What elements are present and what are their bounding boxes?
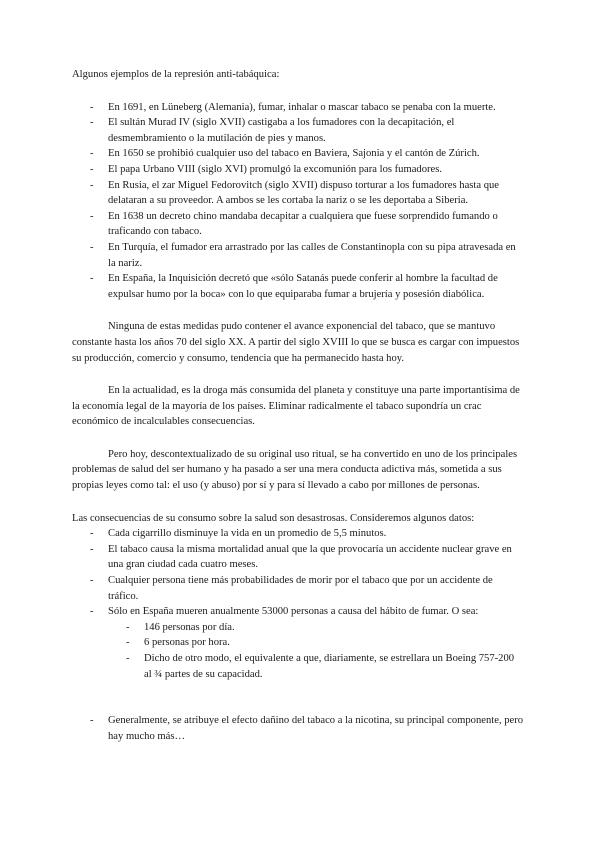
sublist-item: - Dicho de otro modo, el equivalente a que, diariamente, se estrellara un Boeing 757-200 al ¾ partes de su capacidad. [108, 651, 524, 682]
list-item: - En 1638 un decreto chino mandaba decapitar a cualquiera que fuese sorprendido fumando o traficando con tabaco. [72, 209, 524, 240]
spacer [72, 302, 524, 319]
list-item: - En 1691, en Lüneberg (Alemania), fumar, inhalar o mascar tabaco se penaba con la muerte. [72, 100, 524, 116]
consequences-intro: Las consecuencias de su consumo sobre la salud son desastrosas. Consideremos algunos datos: [72, 512, 475, 524]
sublist-item: - 146 personas por día. [108, 620, 524, 636]
spacer [72, 366, 524, 383]
final-list [72, 713, 524, 744]
paragraph: En la actualidad, es la droga más consumida del planeta y constituye una parte importantísima de la economía legal de la mayoría de los países. Eliminar radicalmente el tabaco supondría un crac económico de incalculables consecuencias. [72, 385, 520, 428]
list-item: - En Rusia, el zar Miguel Fedorovitch (siglo XVII) dispuso torturar a los fumadores hasta que delataran a su proveedor. A ambos se les cortaba la nariz o se les deportaba a Siberia. [72, 178, 524, 209]
document-body [72, 67, 524, 744]
paragraph: Pero hoy, descontextualizado de su original uso ritual, se ha convertido en uno de los principales problemas de salud del ser humano y ha pasado a ser una mera conducta adictiva más, sometida a sus propias leyes como tal: el uso (y abuso) por sí y para sí llevado a cabo por millones de personas. [72, 448, 518, 492]
list-item: - El sultán Murad IV (siglo XVII) castigaba a los fumadores con la decapitación, el desmembramiento o la mutilación de pies y manos. [72, 115, 524, 146]
list-item: - En 1650 se prohibió cualquier uso del tabaco en Baviera, Sajonia y el cantón de Zúrich. [72, 146, 524, 162]
paragraph: Ninguna de estas medidas pudo contener el avance exponencial del tabaco, que se mantuvo constante hasta los años 70 del siglo XX. A partir del siglo XVIII lo que se busca es cargar con impuestos su producción, comercio y consumo, tendencia que ha permanecido hasta hoy. [72, 321, 520, 364]
list-item: - En España, la Inquisición decretó que «sólo Satanás puede conferir al hombre la facultad de expulsar humo por la boca» con lo que equiparaba fumar a brujería y posesión diabólica. [72, 271, 524, 302]
list-item-text: Sólo en España mueren anualmente 53000 personas a causa del hábito de fumar. O sea: [108, 606, 479, 618]
repression-list [72, 100, 524, 303]
sublist-item: - 6 personas por hora. [108, 635, 524, 651]
spacer [72, 430, 524, 447]
list-item: - Cualquier persona tiene más probabilidades de morir por el tabaco que por un accidente de tráfico. [72, 573, 524, 604]
spacer [72, 682, 524, 713]
list-item: - Cada cigarrillo disminuye la vida en un promedio de 5,5 minutos. [72, 526, 524, 542]
list-item: - El tabaco causa la misma mortalidad anual que la que provocaría un accidente nuclear grave en una gran ciudad cada cuatro meses. [72, 542, 524, 573]
intro-line: Algunos ejemplos de la represión anti-tabáquica: [72, 69, 280, 80]
list-item: - En Turquía, el fumador era arrastrado por las calles de Constantinopla con su pipa atravesada en la nariz. [72, 240, 524, 271]
spain-sublist [108, 620, 524, 682]
list-item [72, 604, 524, 682]
spacer [72, 494, 524, 511]
list-item: - Generalmente, se atribuye el efecto dañino del tabaco a la nicotina, su principal componente, pero hay mucho más… [72, 713, 524, 744]
list-item: - El papa Urbano VIII (siglo XVI) promulgó la excomunión para los fumadores. [72, 162, 524, 178]
consequences-list [72, 526, 524, 682]
